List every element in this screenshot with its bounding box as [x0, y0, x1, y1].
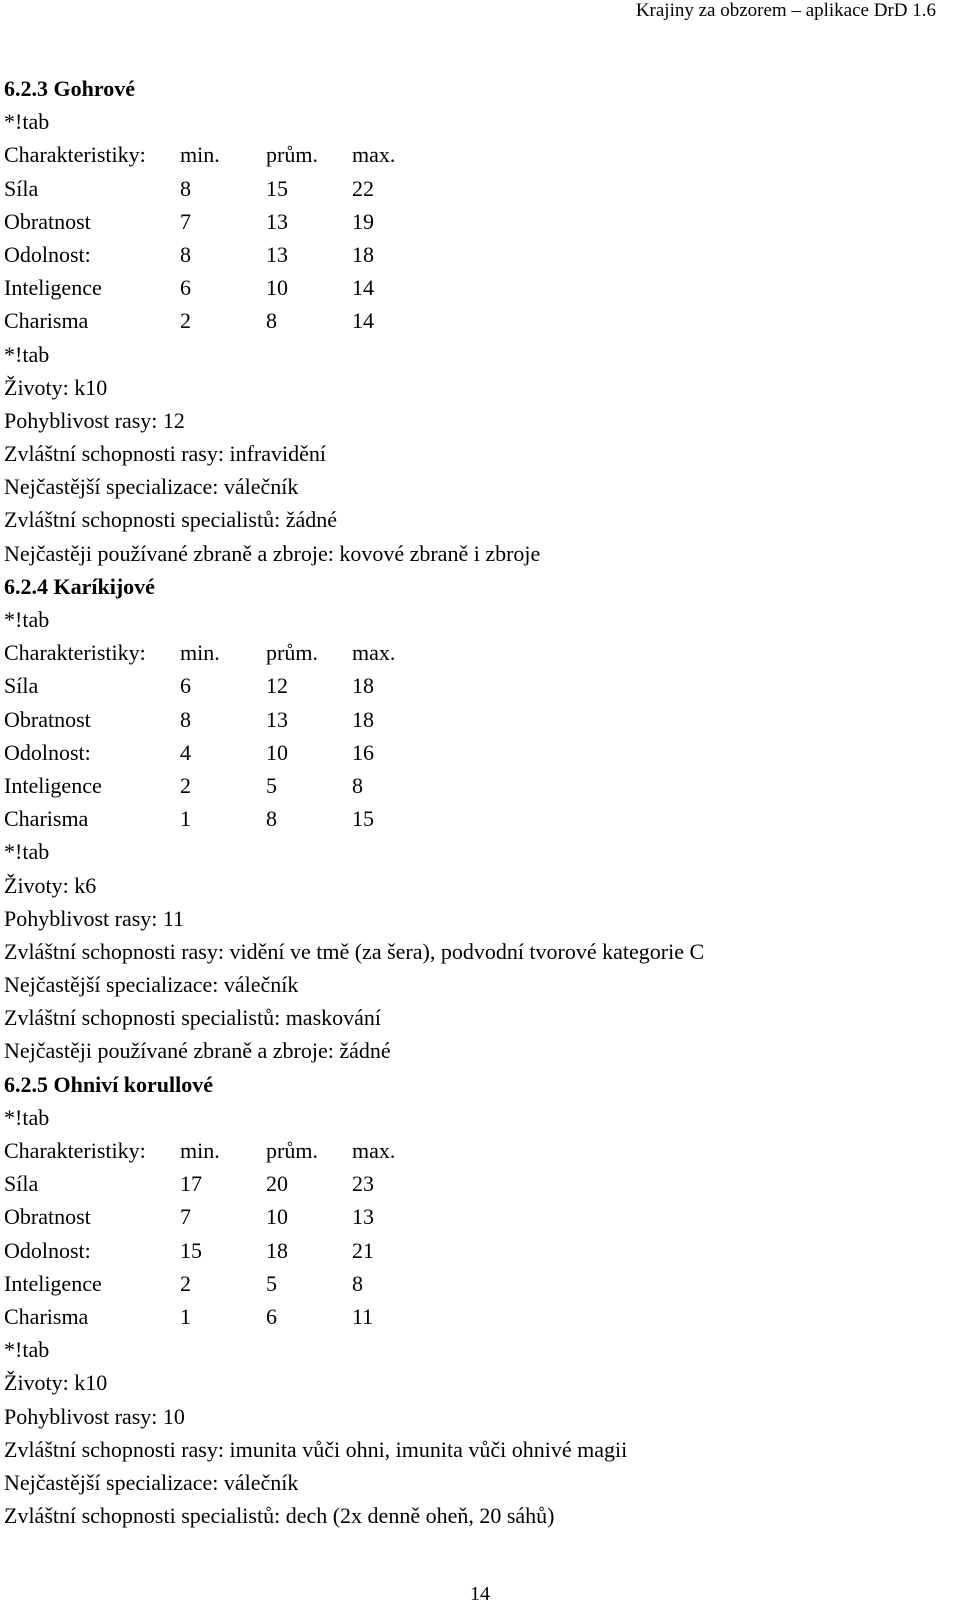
table-cell: 8	[266, 806, 277, 832]
table-cell: 21	[352, 1237, 374, 1263]
table-cell: 8	[180, 175, 191, 201]
table-cell: 1	[180, 806, 191, 832]
table-row	[4, 1300, 944, 1333]
table-cell: 18	[352, 706, 374, 732]
table-cell: 8	[266, 308, 277, 334]
table-cell: Inteligence	[4, 772, 102, 798]
detail-line: Zvláštní schopnosti specialistů: maskování	[4, 1005, 382, 1031]
table-cell: 18	[352, 673, 374, 699]
table-row	[4, 1267, 944, 1300]
table-cell: 18	[352, 241, 374, 267]
table-row	[4, 205, 944, 238]
table-cell: 15	[352, 806, 374, 832]
table-cell: 11	[352, 1303, 374, 1329]
table-cell: Inteligence	[4, 1270, 102, 1296]
section-heading: 6.2.3 Gohrové	[4, 76, 135, 101]
table-row	[4, 769, 944, 802]
table-row	[4, 703, 944, 736]
table-cell: 6	[180, 275, 191, 301]
detail-line: Životy: k10	[4, 1370, 108, 1396]
table-cell: 17	[180, 1171, 202, 1197]
column-header: Charakteristiky:	[4, 1138, 146, 1163]
table-cell: Charisma	[4, 308, 89, 334]
table-row	[4, 1200, 944, 1233]
document-body	[4, 72, 944, 1532]
table-header-row	[4, 138, 944, 171]
table-cell: Charisma	[4, 1303, 89, 1329]
table-cell: 10	[266, 1204, 288, 1230]
tab-marker: *!tab	[4, 839, 50, 865]
detail-line: Nejčastější specializace: válečník	[4, 1469, 299, 1495]
detail-line: Pohyblivost rasy: 10	[4, 1403, 185, 1429]
table-cell: 2	[180, 308, 191, 334]
table-cell: 14	[352, 275, 374, 301]
detail-line: Nejčastější specializace: válečník	[4, 474, 299, 500]
table-cell: Obratnost	[4, 1204, 91, 1230]
column-header: prům.	[266, 1138, 318, 1163]
detail-line: Zvláštní schopnosti specialistů: žádné	[4, 507, 337, 533]
table-row	[4, 802, 944, 835]
table-row	[4, 304, 944, 337]
table-cell: 13	[266, 706, 288, 732]
table-cell: 6	[266, 1303, 277, 1329]
detail-line: Životy: k10	[4, 374, 108, 400]
detail-line: Nejčastější specializace: válečník	[4, 972, 299, 998]
table-cell: 14	[352, 308, 374, 334]
column-header: max.	[352, 1138, 396, 1163]
detail-line: Zvláštní schopnosti rasy: infravidění	[4, 441, 326, 467]
table-cell: 22	[352, 175, 374, 201]
table-cell: 8	[180, 241, 191, 267]
table-cell: 5	[266, 772, 277, 798]
table-cell: 6	[180, 673, 191, 699]
table-cell: 23	[352, 1171, 374, 1197]
table-row	[4, 1167, 944, 1200]
table-cell: 8	[352, 772, 363, 798]
table-cell: 8	[180, 706, 191, 732]
table-cell: 10	[266, 275, 288, 301]
column-header: max.	[352, 142, 396, 168]
table-cell: 20	[266, 1171, 288, 1197]
table-cell: 5	[266, 1270, 277, 1296]
detail-line: Zvláštní schopnosti specialistů: dech (2x denně oheň, 20 sáhů)	[4, 1503, 555, 1529]
table-cell: Odolnost:	[4, 241, 91, 267]
table-cell: 4	[180, 739, 191, 765]
detail-line: Pohyblivost rasy: 11	[4, 905, 185, 931]
page-number: 14	[470, 1583, 490, 1605]
column-header: min.	[180, 1138, 220, 1163]
tab-marker: *!tab	[4, 1104, 50, 1130]
column-header: min.	[180, 142, 220, 168]
table-cell: 10	[266, 739, 288, 765]
table-cell: 7	[180, 208, 191, 234]
table-cell: 8	[352, 1270, 363, 1296]
table-row	[4, 736, 944, 769]
tab-marker: *!tab	[4, 341, 50, 367]
table-cell: 1	[180, 1303, 191, 1329]
table-cell: 16	[352, 739, 374, 765]
table-cell: Síla	[4, 673, 39, 699]
table-cell: 7	[180, 1204, 191, 1230]
table-cell: 18	[266, 1237, 288, 1263]
table-cell: 2	[180, 1270, 191, 1296]
table-cell: Obratnost	[4, 706, 91, 732]
table-cell: Síla	[4, 175, 39, 201]
table-cell: Charisma	[4, 806, 89, 832]
table-cell: 13	[266, 208, 288, 234]
column-header: max.	[352, 640, 396, 666]
table-header-row	[4, 1134, 944, 1167]
running-header: Krajiny za obzorem – aplikace DrD 1.6	[635, 0, 936, 21]
detail-line: Nejčastěji používané zbraně a zbroje: žádné	[4, 1038, 391, 1064]
tab-marker: *!tab	[4, 1337, 50, 1363]
table-cell: 19	[352, 208, 374, 234]
tab-marker: *!tab	[4, 607, 50, 632]
table-cell: 12	[266, 673, 288, 699]
table-row	[4, 172, 944, 205]
table-cell: Odolnost:	[4, 739, 91, 765]
table-cell: 13	[266, 241, 288, 267]
section-heading: 6.2.5 Ohniví korullové	[4, 1071, 214, 1097]
table-row	[4, 1234, 944, 1267]
table-cell: 13	[352, 1204, 374, 1230]
table-row	[4, 271, 944, 304]
section-heading: 6.2.4 Karíkijové	[4, 573, 155, 599]
column-header: Charakteristiky:	[4, 640, 146, 666]
detail-line: Zvláštní schopnosti rasy: imunita vůči ohni, imunita vůči ohnivé magii	[4, 1436, 628, 1462]
table-cell: Síla	[4, 1171, 39, 1197]
detail-line: Pohyblivost rasy: 12	[4, 407, 185, 433]
table-cell: 2	[180, 772, 191, 798]
column-header: min.	[180, 640, 220, 666]
table-row	[4, 238, 944, 271]
detail-line: Nejčastěji používané zbraně a zbroje: kovové zbraně i zbroje	[4, 540, 541, 566]
tab-marker: *!tab	[4, 109, 50, 135]
column-header: prům.	[266, 142, 318, 168]
table-cell: Obratnost	[4, 208, 91, 234]
table-cell: Inteligence	[4, 275, 102, 301]
table-cell: 15	[266, 175, 288, 201]
column-header: Charakteristiky:	[4, 142, 146, 168]
table-cell: Odolnost:	[4, 1237, 91, 1263]
table-cell: 15	[180, 1237, 202, 1263]
detail-line: Zvláštní schopnosti rasy: vidění ve tmě (za šera), podvodní tvorové kategorie C	[4, 938, 705, 964]
detail-line: Životy: k6	[4, 872, 97, 898]
table-header-row	[4, 636, 944, 669]
table-row	[4, 669, 944, 702]
column-header: prům.	[266, 640, 318, 666]
